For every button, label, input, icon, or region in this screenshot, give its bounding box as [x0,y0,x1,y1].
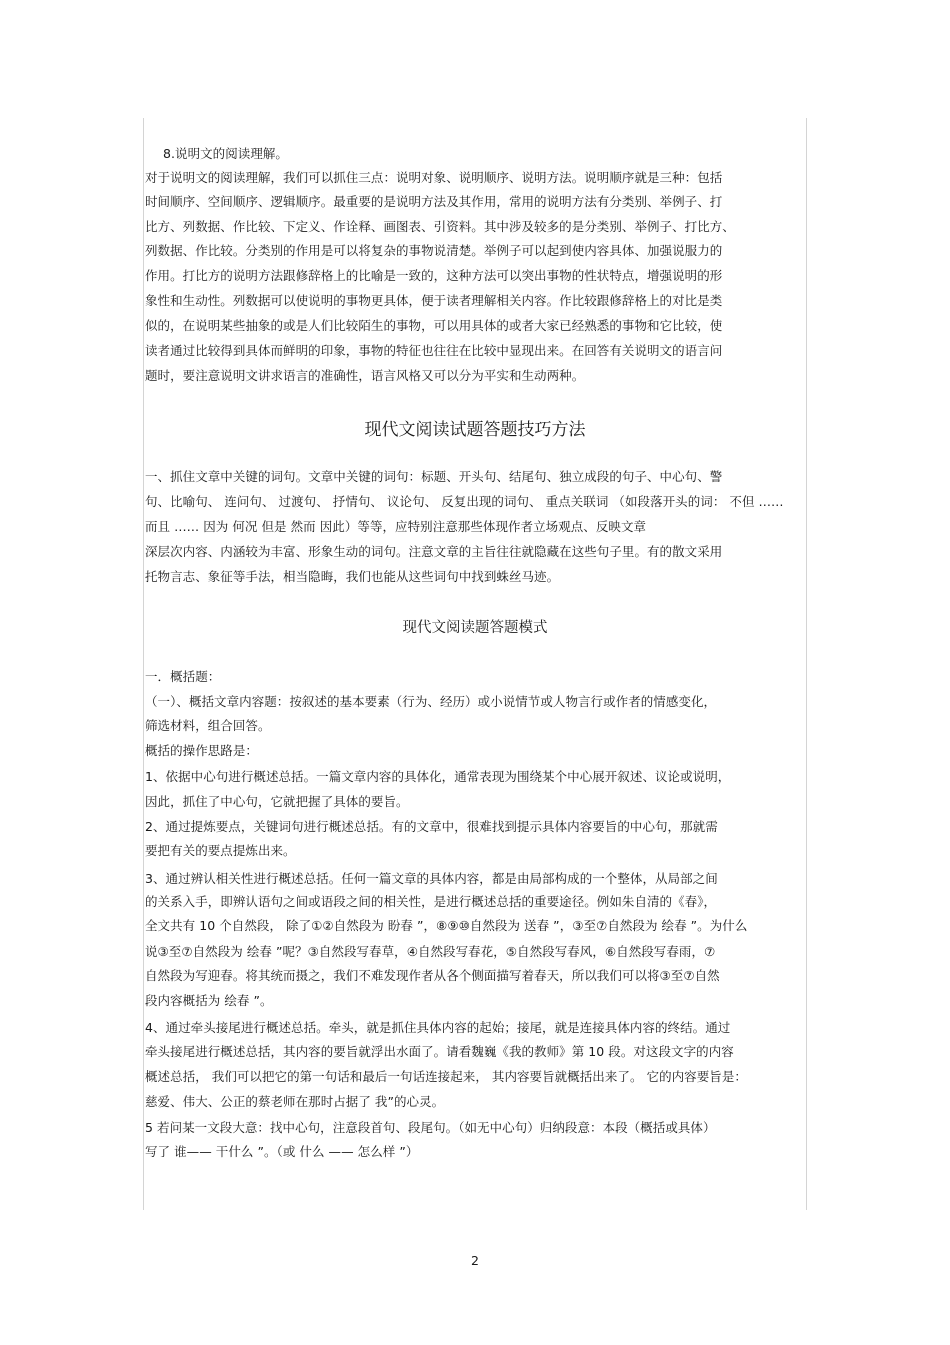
paragraph-line: 段内容概括为 绘春 ”。 [145,993,273,1008]
paragraph-line: 的关系入手，即辨认语句之间或语段之间的相关性，是进行概述总括的重要途径。例如朱自清的《春》， [145,894,717,909]
paragraph-line: 说③至⑦自然段为 绘春 ”呢？③自然段写春草，④自然段写春花，⑤自然段写春风，⑥自然段写春雨，⑦ [145,944,716,959]
paragraph-line: 3、通过辨认相关性进行概述总括。任何一篇文章的具体内容，都是由局部构成的一个整体，从局部之间 [145,871,718,886]
paragraph-line: 要把有关的要点提炼出来。 [145,843,296,858]
paragraph-line: 一．概括题： [145,669,221,684]
paragraph-line: 题时，要注意说明文讲求语言的准确性，语言风格又可以分为平实和生动两种。 [145,368,585,383]
paragraph-line: 作用。打比方的说明方法跟修辞格上的比喻是一致的，这种方法可以突出事物的性状特点，增强说明的形 [145,268,723,283]
paragraph-line: 时间顺序、空间顺序、逻辑顺序。最重要的是说明方法及其作用，常用的说明方法有分类别、举例子、打 [145,194,723,209]
paragraph-line: 2、通过提炼要点，关键词句进行概述总括。有的文章中，很难找到提示具体内容要旨的中心句，那就需 [145,819,718,834]
section-title-techniques: 现代文阅读试题答题技巧方法 [364,420,586,440]
paragraph-line: 象性和生动性。列数据可以使说明的事物更具体，便于读者理解相关内容。作比较跟修辞格上的对比是类 [145,293,723,308]
paragraph-line: 筛选材料，组合回答。 [145,718,271,733]
section-heading-expository: 8.说明文的阅读理解。 [163,146,288,161]
paragraph-line: 深层次内容、内涵较为丰富、形象生动的词句。注意文章的主旨往往就隐藏在这些句子里。有的散文采用 [145,544,723,559]
paragraph-line: 一、抓住文章中关键的词句。文章中关键的词句：标题、开头句、结尾句、独立成段的句子、中心句、警 [145,469,723,484]
paragraph-line: 而且 …… 因为 何况 但是 然而 因此）等等，应特别注意那些体现作者立场观点、反映文章 [145,519,647,534]
paragraph-line: 写了 谁—— 干什么 ”。（或 什么 —— 怎么样 ”） [145,1144,419,1159]
paragraph-line: （一）、概括文章内容题：按叙述的基本要素（行为、经历）或小说情节或人物言行或作者的情感变化， [145,694,717,709]
paragraph-line: 概括的操作思路是： [145,743,258,758]
paragraph-line: 读者通过比较得到具体而鲜明的印象，事物的特征也往往在比较中显现出来。在回答有关说明文的语言问 [145,343,723,358]
page-border-right [806,118,807,1210]
paragraph-line: 牵头接尾进行概述总括，其内容的要旨就浮出水面了。请看魏巍《我的教师》第 10 段。对这段文字的内容 [145,1044,734,1059]
paragraph-line: 句、比喻句、 连问句、 过渡句、 抒情句、 议论句、 反复出现的词句、 重点关联词 （如段落开头的词： 不但 …… [145,494,784,509]
paragraph-line: 自然段为写迎春。将其统而摄之，我们不难发现作者从各个侧面描写着春天，所以我们可以将③至⑦自然 [145,968,720,983]
paragraph-line: 因此，抓住了中心句，它就把握了具体的要旨。 [145,794,409,809]
section-title-answer-patterns: 现代文阅读题答题模式 [402,620,548,636]
page-number: 2 [471,1253,479,1268]
paragraph-line: 托物言志、象征等手法，相当隐晦，我们也能从这些词句中找到蛛丝马迹。 [145,569,560,584]
paragraph-line: 1、依据中心句进行概述总括。一篇文章内容的具体化，通常表现为围绕某个中心展开叙述、议论或说明， [145,769,731,784]
paragraph-line: 全文共有 10 个自然段， 除了①②自然段为 盼春 ”，⑧⑨⑩自然段为 送春 ”，③至⑦自然段为 绘春 ”。为什么 [145,918,748,933]
paragraph-line: 慈爱、伟大、公正的蔡老师在那时占据了 我”的心灵。 [145,1094,445,1109]
paragraph-line: 似的，在说明某些抽象的或是人们比较陌生的事物，可以用具体的或者大家已经熟悉的事物和它比较，使 [145,318,723,333]
paragraph-line: 4、通过牵头接尾进行概述总括。牵头，就是抓住具体内容的起始；接尾，就是连接具体内容的终结。通过 [145,1020,731,1035]
page-border-left [143,118,144,1210]
paragraph-line: 比方、列数据、作比较、下定义、作诠释、画图表、引资料。其中涉及较多的是分类别、举例子、打比方、 [145,219,735,234]
paragraph-line: 5 若问某一文段大意：找中心句，注意段首句、段尾句。（如无中心句）归纳段意：本段（概括或具体） [145,1120,716,1135]
paragraph-line: 概述总括， 我们可以把它的第一句话和最后一句话连接起来， 其内容要旨就概括出来了。 它的内容要旨是： [145,1069,747,1084]
paragraph-line: 对于说明文的阅读理解，我们可以抓住三点：说明对象、说明顺序、说明方法。说明顺序就是三种：包括 [145,170,723,185]
paragraph-line: 列数据、作比较。分类别的作用是可以将复杂的事物说清楚。举例子可以起到使内容具体、加强说服力的 [145,243,723,258]
